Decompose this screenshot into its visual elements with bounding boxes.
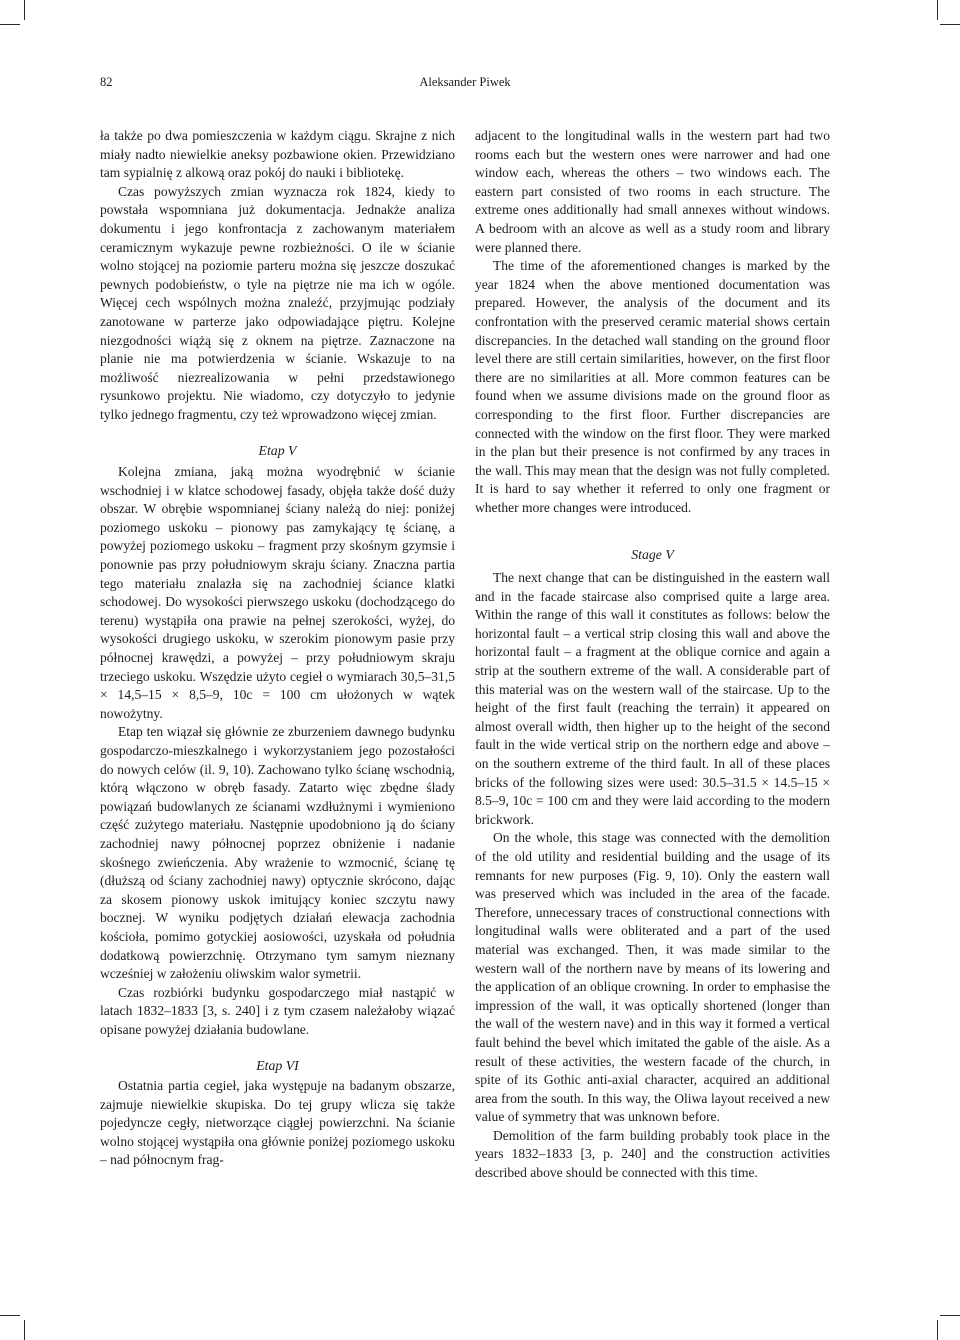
paragraph: The time of the aforementioned changes is marked by the year 1824 when the above mentioned documentation was prepared. However, the analysis of the document and its confrontation with the preserved ceramic material shows certain discrepancies. In the detached wall standing on the ground floor level there are still certain similarities, however, on the first floor there are no similarities at all. More common features can be found when we assume divisions made on the ground floor as corresponding to the first floor. Further discrepancies are connected with the window on the first floor. They were marked in the plan but their presence is not confirmed by any traces in the wall. This may mean that the design was not fully completed. It is hard to say whether it referred to only one fragment or whether more changes were introduced. [475,258,830,515]
left-column-polish [100,127,455,1170]
crop-mark-right-bottom [940,1315,960,1316]
section-heading-etap-v: Etap V [258,442,297,458]
paragraph: Etap ten wiązał się głównie ze zburzeniem dawnego budynku gospodarczo-mieszkalnego i wykorzystaniem jego pozostałości do nowych celów (il. 9, 10). Zachowano tylko ścianę wschodnią, którą włączono w obręb fasady. Zatarto więc zbędne ślady powiązań budowlanych ze ścianami wzdłużnymi i wymieniono część zużytego materiału. Następnie upodobniono ją do ściany zachodniej nawy północnej poprzez obniżenie i nadanie skośnego zwieńczenia. Aby wrażenie to wzmocnić, ścianę tę (dłuższą od ściany zachodniej nawy) optycznie skrócono, dając za skosem pionowy uskok imitujący koniec szczytu nawy bocznej. W wyniku podjętych działań elewacja zachodnia kościoła, pomimo gotyckiej aosiowości, uzyskała od południa dodatkową powierzchnię. Otrzymano tym samym nieznany wcześniej w założeniu oliwskim walor symetrii. [100,724,455,982]
paragraph: The next change that can be distinguished in the eastern wall and in the facade staircase also comprised quite a large area. Within the range of this wall it constitutes as follows: below the horizontal fault – a vertical strip closing this wall and above the horizontal fault – a fragment at the oblique cornice and again a strip at the southern extreme of the wall. A considerable part of this material was on the western wall of the staircase. Up to the height of the first fault (reaching the terrain) it appeared on almost overall width, then higher up to the height of the second fault in the wide vertical strip on the northern edge and above – on the southern extreme of the third fault. In all of these places bricks of the following sizes were used: 30.5–31.5 × 14.5–15 × 8.5–9, 10c = 100 cm and they were laid according to the modern brickwork. [475,570,830,827]
crop-mark-bottom-left [24,1320,25,1340]
paragraph: Ostatnia partia cegieł, jaka występuje na badanym obszarze, zajmuje niewielkie skupiska. Do tej grupy wlicza się także pojedyncze cegły, nietworzące ciągłej powierzchni. Na ścianie wolno stojącej wystąpiła ona głównie poniżej poziomego uskoku – nad północnym frag- [100,1078,455,1168]
section-heading-etap-vi: Etap VI [256,1057,299,1073]
paragraph: Kolejna zmiana, jaką można wyodrębnić w ścianie wschodniej i w klatce schodowej fasady, objęła także dość duży obszar. W obrębie wspomnianej ściany należą do niej: poniżej poziomego uskoku – pionowy pas zamykający tę ścianę, a powyżej poziomego uskoku – fragment przy skośnym gzymsie i ponownie pas przy południowym skraju ściany. Znaczna partia tego materiału znalazła się na zachodniej ściance klatki schodowej. Do wysokości pierwszego uskoku (dochodzącego do terenu) wystąpiła ona prawie na pełnej szerokości, wyżej, do wysokości drugiego uskoku, w szerokim pionowym pasie przy północnej krawędzi, a powyżej – przy południowym skraju trzeciego uskoku. Wszędzie użyto cegieł o wymiarach 30,5–31,5 × 14,5–15 × 8,5–9, 10c = 100 cm ułożonych w wątek nowożytny. [100,464,455,721]
crop-mark-bottom-right [937,1320,938,1340]
page-number: 82 [100,75,113,89]
paragraph: adjacent to the longitudinal walls in the western part had two rooms each but the western ones were narrower and had one window each, whereas the others – two windows each. The eastern part consisted of two rooms in each structure. The extreme ones additionally had small annexes without windows. A bedroom with an alcove as well as a study room and library were planned there. [475,128,830,255]
section-heading-stage-v: Stage V [631,547,674,563]
crop-mark-top-left [24,0,25,20]
running-head [100,73,830,91]
paragraph: ła także po dwa pomieszczenia w każdym ciągu. Skrajne z nich miały nadto niewielkie aneksy pozbawione okien. Przewidziano tam sypialnię z alkową oraz pokój do nauki i bibliotekę. [100,128,455,181]
right-column-english [475,127,830,1183]
crop-mark-right-top [940,24,960,25]
paragraph: Czas powyższych zmian wyznacza rok 1824, kiedy to powstała wspomniana już dokumentacja. Jednakże analiza dokumentu i jego konfrontacja z zachowanym materiałem ceramicznym wykazuje pewne rozbieżności. O ile w ścianie wolno stojącej na poziomie parteru można się jeszcze doszukać pewnych podobieństw, o tyle na piętrze nie ma ich w ogóle. Więcej cech wspólnych można znaleźć, przyjmując podziały zanotowane w parterze jako odpowiadające piętru. Kolejne niezgodności wiążą się z oknem na piętrze. Zaznaczone na planie nie ma potwierdzenia w ścianie. Wskazuje to na możliwość niezrealizowania w pełni przedstawionego rysunkowo projektu. Nie wiadomo, czy dotyczyło to jedynie tylko jednego fragmentu, czy też wprowadzono więcej zmian. [100,183,455,422]
crop-mark-left-bottom [0,1315,20,1316]
crop-mark-left-top [0,24,20,25]
paragraph: Demolition of the farm building probably took place in the years 1832–1833 [3, p. 240] and the construction activities described above should be connected with this time. [475,1127,830,1181]
paragraph: On the whole, this stage was connected with the demolition of the old utility and residential building and the usage of its remnants for new purposes (Fig. 9, 10). Only the eastern wall was preserved which was included in the area of the facade. Therefore, unnecessary traces of constructional connections with longitudinal walls were obliterated and a part of the used material was exchanged. Then, it was made similar to the western wall of the northern nave by means of its lowering and the application of an oblique crowning. In order to emphasise the impression of the wall, it was optically shortened (longer than the wall of the western nave) and in this way it formed a vertical fault behind the bevel which imitated the gable of the aisle. As a result of these activities, the western facade of the church, in spite of its Gothic anti-axial character, acquired an additional area from the south. In this way, the Oliwa layout received a new value of symmetry that was unknown before. [475,830,830,1125]
running-head-author: Aleksander Piwek [419,75,511,89]
crop-mark-top-right [937,0,938,20]
paragraph: Czas rozbiórki budynku gospodarczego miał nastąpić w latach 1832–1833 [3, s. 240] i z tym czasem należałoby wiązać opisane powyżej działania budowlane. [100,984,455,1037]
